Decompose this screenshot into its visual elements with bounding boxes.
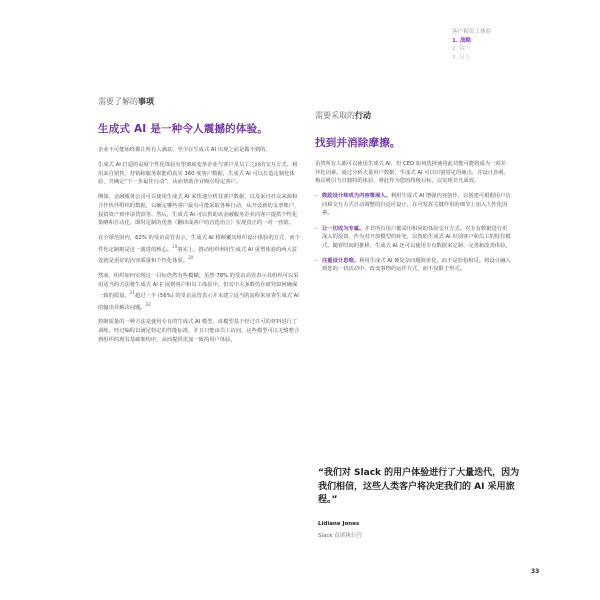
- list-item: – 鼓励设计师成为内容策展人。利用生成式 AI 增强内容创作，以创建可根据用户访问和交互方式自动调整的自适应设计，在可发挥关键作用的细节上加入人性化因素。: [315, 193, 511, 217]
- left-column: [98, 96, 302, 351]
- action-list: [315, 192, 511, 274]
- quote-author-name: Lidiane Jones: [318, 520, 360, 527]
- list-item: – 注重设计思维。利用生成式 AI 便复杂问题简单化，而不是恰恰相反。将设计融入到您的一切活动中，改变事物的运作方式，而不仅限于形式。: [315, 257, 511, 273]
- right-kicker: 需要采取的行动: [315, 111, 371, 120]
- list-item: – 让一切成为专属。并非所有用户都采用相同的体验交互方式。对专有数据进行更深入的投资，作为对开放模型的补充，以帮助生成式 AI 识别客户和员工的特有模式。随着时间的推移，生成式 AI 还可以使用专有数据来定制、完善和改善体验。: [315, 225, 511, 249]
- paragraph: 虽然所有人都可以使用生成式 AI，但 CEO 如何选择使用此功能可能将成为一项差异化因素。通过分析大量用户数据，生成式 AI 可以识别常见的痛点，并设计直观、极具吸引力且独特的体验，将此作为您的终极目标，以实现非凡成效。: [315, 161, 509, 185]
- right-headline: 找到并消除摩擦。: [315, 137, 401, 149]
- paragraph: 企业不可能始终都让所有人满意。至少在生成式 AI 出现之前是做不到的。: [98, 147, 271, 153]
- section-navigation: [452, 28, 572, 62]
- paragraph: 生成式 AI 打造的高度个性化体验有望彻底变革企业与客户及员工之间的交互方式。利用来自销售、营销和服务职能的真实 360 度客户数据，生成式 AI 可以打造定制化体验，并确定“下一步最佳行动”，从而帮助企业吸引特定客户。: [98, 162, 298, 186]
- dash-bullet-icon: –: [315, 225, 318, 232]
- nav-item-customers[interactable]: 2. 客户: [452, 46, 471, 52]
- paragraph: 例如，金融服务公司可以使用生成式 AI 来快速分析其客户数据，以及来自社交来源和合作伙伴组织的数据，以确定哪些客户最有可能采取各种行动，从开设新的支票账户、投资资产到申请贷款等。然后，生成式 AI 可以帮助该金融服务企业向客户提供个性化策略和自动化、即时定制的优惠（翻译成客户的首选语言）实现真正的一对一营销。: [98, 194, 300, 227]
- paragraph: 然而，组织如何实现这一目标仍然有些模糊。虽然 78% 的受访高管表示其组织可以采用适当的方法将生成式 AI 扩展到客户和员工体验中，但其中大多数仍在研究如何确保一致的质量。$^{21}$超过一半 (56%) 的受访高管表示并未建立适当的流程来审查生成式 AI 的输出并解决问题。$^{22}$: [98, 273, 299, 311]
- dash-bullet-icon: –: [315, 193, 318, 200]
- quote-text: “我们对 Slack 的用户体验进行了大量迭代，因为我们相信，这些人类客户将决定我们的 AI 采用旅程。”: [318, 468, 520, 505]
- right-column: [315, 110, 511, 281]
- quote-author-role: Slack 首席执行官: [318, 532, 362, 539]
- paragraph: 控制质量的一种方法是使用专有的生成式 AI 模型。该模型基于经过许可的材料进行了训练，经过编程以满足特定的性能标准，并且只能由员工访问。这些模型可以无缝整合到组织的现有基础架构中，从而提供更加一致的用户体验。: [98, 319, 300, 343]
- nav-item-strategy[interactable]: 1. 战略: [452, 37, 472, 44]
- nav-section-title: 客户和员工体验: [452, 29, 492, 35]
- pull-quote: [318, 467, 523, 539]
- nav-item-employees[interactable]: 3. 员工: [452, 54, 471, 61]
- footnote-ref[interactable]: 20: [188, 255, 194, 261]
- page-number: 33: [531, 568, 540, 575]
- footnote-ref[interactable]: 19: [172, 243, 178, 249]
- paragraph: 在全球范围内，62% 的受访高管表示，生成式 AI 将颠覆其组织设计体验的方式，而个性化定制则是这一演进的核心。$^{19}$事实上，推动组织利用生成式 AI 重塑体验的两大益处就是更好的内容质量和个性化体验。$^{20}$: [98, 235, 301, 264]
- dash-bullet-icon: –: [315, 257, 318, 264]
- left-headline: 生成式 AI 是一种令人震撼的体验。: [98, 123, 268, 135]
- left-kicker: 需要了解的事项: [98, 97, 154, 106]
- footnote-ref[interactable]: 21: [129, 290, 135, 296]
- footnote-ref[interactable]: 22: [145, 301, 151, 307]
